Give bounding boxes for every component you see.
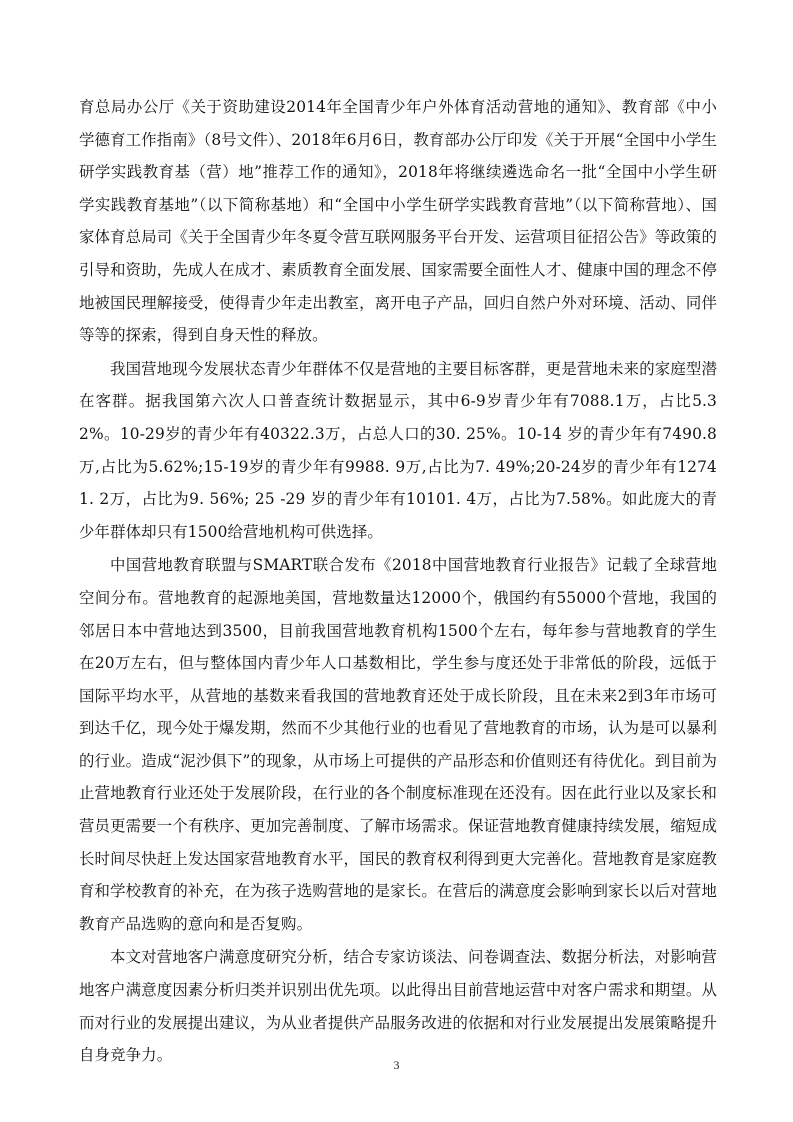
paragraph-research-purpose: 本文对营地客户满意度研究分析，结合专家访谈法、问卷调查法、数据分析法，对影响营地客户满意度因素分析归类并识别出优先项。以此得出目前营地运营中对客户需求和期望。从而对行业的发展提出建议，为从业者提供产品服务改进的依据和对行业发展提出发展策略提升自身竞争力。: [79, 948, 717, 1065]
paragraph-youth-population: 我国营地现今发展状态青少年群体不仅是营地的主要目标客群，更是营地未来的家庭型潜在客群。据我国第六次人口普查统计数据显示，其中6-9岁青少年有7088.1万，占比5.32%。10-29岁的青少年有40322.3万，占总人口的30. 25%。10-14 岁的青少年有7490.8万,占比为5.62%;15-19岁的青少年有9988. 9万,占比为7. 49%;20-24岁的青少年有12741. 2万，占比为9. 56%; 25 -29 岁的青少年有10101. 4万，占比为7.58%。如此庞大的青少年群体却只有1500给营地机构可供选择。: [79, 359, 717, 541]
paragraph-industry-report: 中国营地教育联盟与SMART联合发布《2018中国营地教育行业报告》记载了全球营地空间分布。营地教育的起源地美国，营地数量达12000个，俄国约有55000个营地，我国的邻居日本中营地达到3500，目前我国营地教育机构1500个左右，每年参与营地教育的学生在20万左右，但与整体国内青少年人口基数相比，学生参与度还处于非常低的阶段，远低于国际平均水平，从营地的基数来看我国的营地教育还处于成长阶段，且在未来2到3年市场可到达千亿，现今处于爆发期，然而不少其他行业的也看见了营地教育的市场，认为是可以暴利的行业。造成“泥沙俱下”的现象，从市场上可提供的产品形态和价值则还有待优化。到目前为止营地教育行业还处于发展阶段，在行业的各个制度标准现在还没有。因在此行业以及家长和营员更需要一个有秩序、更加完善制度、了解市场需求。保证营地教育健康持续发展，缩短成长时间尽快赶上发达国家营地教育水平，国民的教育权利得到更大完善化。营地教育是家庭教育和学校教育的补充，在为孩子选购营地的是家长。在营后的满意度会影响到家长以后对营地教育产品选购的意向和是否复购。: [79, 556, 717, 933]
page-number: 3: [393, 1058, 400, 1072]
body-text: [79, 91, 717, 1072]
paragraph-continued: 育总局办公厅《关于资助建设2014年全国青少年户外体育活动营地的通知》、教育部《中小学德育工作指南》（8号文件）、2018年6月6日，教育部办公厅印发《关于开展“全国中小学生研学实践教育基（营）地”推荐工作的通知》，2018年将继续遴选命名一批“全国中小学生研学实践教育基地”（以下简称基地）和“全国中小学生研学实践教育营地”（以下简称营地）、国家体育总局司《关于全国青少年冬夏令营互联网服务平台开发、运营项目征招公告》等政策的引导和资助，先成人在成才、素质教育全面发展、国家需要全面性人才、健康中国的理念不停地被国民理解接受，使得青少年走出教室，离开电子产品，回归自然户外对环境、活动、同伴等等的探索，得到自身天性的释放。: [79, 98, 717, 345]
